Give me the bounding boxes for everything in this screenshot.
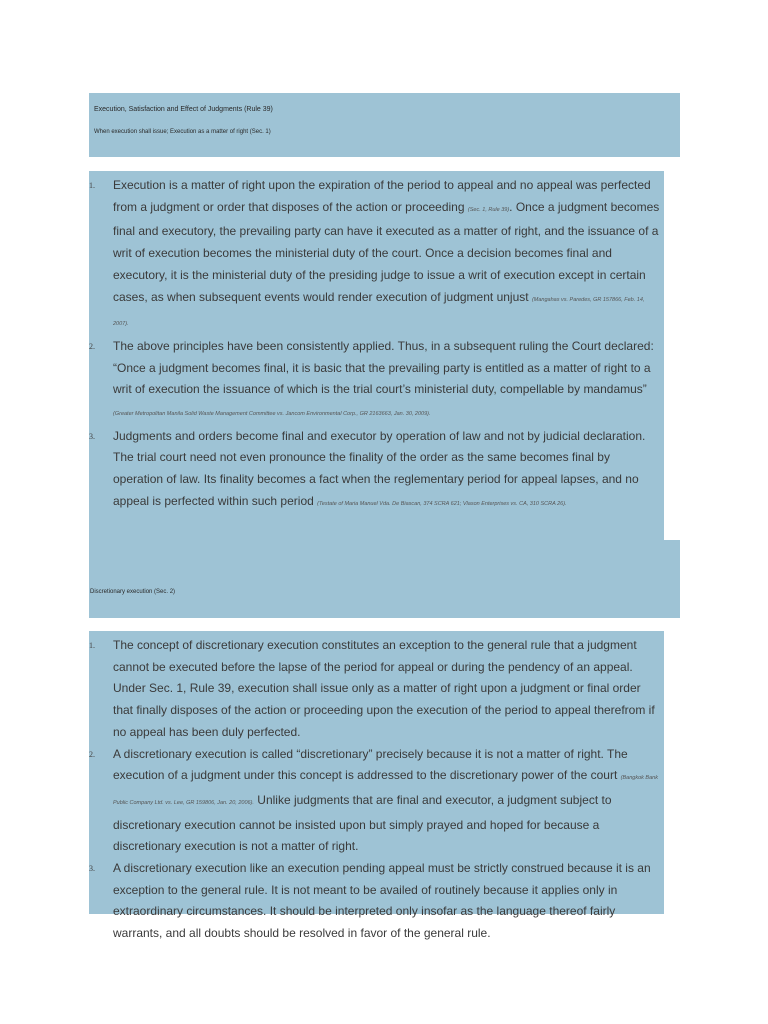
item-text: Judgments and orders become final and executor by operation of law and not by judicial declaration. The trial court need not even pronounce the finality of the order as the same becomes final by operation of law. Its finality becomes a fact when the reglementary period for appeal lapses, and no appeal is perfected within such period [113, 428, 646, 508]
item-text: A discretionary execution is called “discretionary” precisely because it is not a matter of right. The execution of a judgment under this concept is addressed to the discretionary power of the court [113, 746, 628, 783]
list-item [89, 336, 664, 426]
section-2-viewport [89, 631, 664, 941]
item-text-continued: Unlike judgments that are final and executor, a judgment subject to discretionary execution cannot be insisted upon but simply prayed and hoped for because a discretionary execution is not a matter of right. [113, 792, 612, 854]
item-text: Execution is a matter of right upon the expiration of the period to appeal and no appeal was perfected from a judgment or order that disposes of the action or proceeding [113, 178, 651, 214]
item-number: 2. [89, 749, 95, 759]
list-item [89, 635, 664, 744]
section-2-block [89, 631, 664, 941]
citation: (Mangahas vs. Paredes, GR 157866, Feb. 14, 2007). [113, 296, 645, 328]
citation: (Sec. 1, Rule 39) [467, 206, 510, 213]
item-text: The above principles have been consistently applied. Thus, in a subsequent ruling the Court declared: “Once a judgment becomes final, it is basic that the prevailing party is entitled as a matter of right to a writ of execution the issuance of which is the trial court’s ministerial duty, compellable by mandamus” [113, 338, 654, 397]
list-item [89, 858, 664, 945]
section-1-block [89, 171, 664, 540]
item-number: 3. [89, 431, 95, 441]
section-2-heading-band [89, 540, 680, 618]
section-1-list [89, 175, 664, 516]
list-item [89, 175, 664, 336]
list-item [89, 744, 664, 859]
item-text-continued: . Once a judgment becomes final and executory, the prevailing party can have it executed as a matter of right, and the issuance of a writ of execution becomes the ministerial duty of the court. Once a decision becomes final and executory, it is the ministerial duty of the presiding judge to issue a writ of execution except in certain cases, as when subsequent events would render execution of judgment unjust [113, 199, 660, 304]
item-number: 1. [89, 641, 95, 650]
item-number: 2. [89, 341, 95, 351]
citation: (Bangkok Bank Public Company Ltd. vs. Lee, GR 159806, Jan. 20, 2006). [113, 775, 658, 806]
document-title: Execution, Satisfaction and Effect of Judgments (Rule 39) [94, 106, 273, 113]
item-number: 1. [89, 181, 95, 190]
citation: (Testate of Maria Manuel Vda. De Biascan, 374 SCRA 621; Vlason Enterprises vs. CA, 310 SCRA 26). [317, 500, 567, 507]
item-number: 3. [89, 864, 95, 874]
section-2-list [89, 635, 664, 945]
list-item [89, 426, 664, 516]
citation: (Greater Metropolitan Manila Solid Waste Management Committee vs. Jancom Environmental Corp., GR 2163663, Jan. 30, 2009). [113, 411, 431, 418]
header-band [89, 93, 680, 157]
item-text: The concept of discretionary execution constitutes an exception to the general rule that a judgment cannot be executed before the lapse of the period for appeal or during the pendency of an appeal. Under Sec. 1, Rule 39, execution shall issue only as a matter of right upon a judgment or final order that finally disposes of the action or proceeding upon the execution of the period to appeal therefrom if no appeal has been duly perfected. [113, 638, 655, 739]
item-text: A discretionary execution like an execution pending appeal must be strictly construed because it is an exception to the general rule. It is not meant to be availed of routinely because it applies only in extraordinary circumstances. It should be interpreted only insofar as the language thereof fairly warrants, and all doubts should be resolved in favor of the general rule. [113, 861, 651, 941]
section-heading: Discretionary execution (Sec. 2) [90, 589, 176, 595]
section-subtitle: When execution shall issue; Execution as a matter of right (Sec. 1) [94, 129, 271, 135]
